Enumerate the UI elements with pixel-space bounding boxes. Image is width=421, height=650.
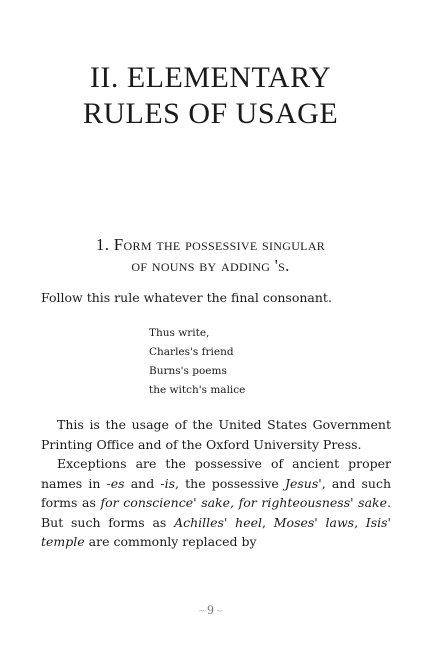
paragraph: This is the usage of the United States Government Printing Office and of the Oxford University Press. (41, 417, 391, 452)
paragraph (41, 454, 391, 552)
text-run: . But such forms as (41, 495, 391, 530)
example-item: Burns's poems (149, 365, 227, 377)
text-run: , the possessive (175, 475, 285, 491)
text-run: , (262, 514, 274, 530)
example-item: Thus write, (149, 327, 210, 339)
italic-term: for conscience' sake, for righteousness' sake (100, 495, 388, 510)
rule-heading (0, 234, 421, 276)
rule-heading-line-2: of nouns by adding 's. (131, 256, 290, 275)
example-item: Charles's friend (149, 346, 234, 358)
italic-term: Moses' laws (273, 514, 355, 530)
page-folio (0, 602, 421, 618)
intro-text: Follow this rule whatever the final consonant. (41, 290, 332, 305)
page-number: 9 (207, 602, 214, 617)
italic-term: Achilles' heel (174, 514, 263, 530)
text-run: , and such forms as (41, 475, 391, 510)
text-run: , (354, 514, 366, 530)
body-text (41, 415, 391, 552)
italic-term: -es (106, 475, 125, 491)
ornament-left-icon: ~ (199, 606, 204, 617)
rule-heading-line-1: 1. Form the possessive singular (95, 235, 326, 254)
chapter-title (0, 60, 421, 132)
italic-term: -is (160, 475, 176, 491)
italic-term: Jesus' (284, 475, 322, 491)
italic-term: Isis' temple (41, 514, 391, 549)
text-run: Exceptions are the possessive of ancient proper names in (41, 456, 391, 491)
chapter-title-line-1: II. ELEMENTARY (89, 61, 332, 94)
chapter-title-line-2: RULES OF USAGE (82, 97, 339, 130)
ornament-right-icon: ~ (217, 606, 222, 617)
text-run: are commonly replaced by (84, 534, 257, 549)
text-run: and (124, 475, 161, 491)
example-item: the witch's malice (149, 384, 246, 396)
example-list (149, 324, 245, 400)
